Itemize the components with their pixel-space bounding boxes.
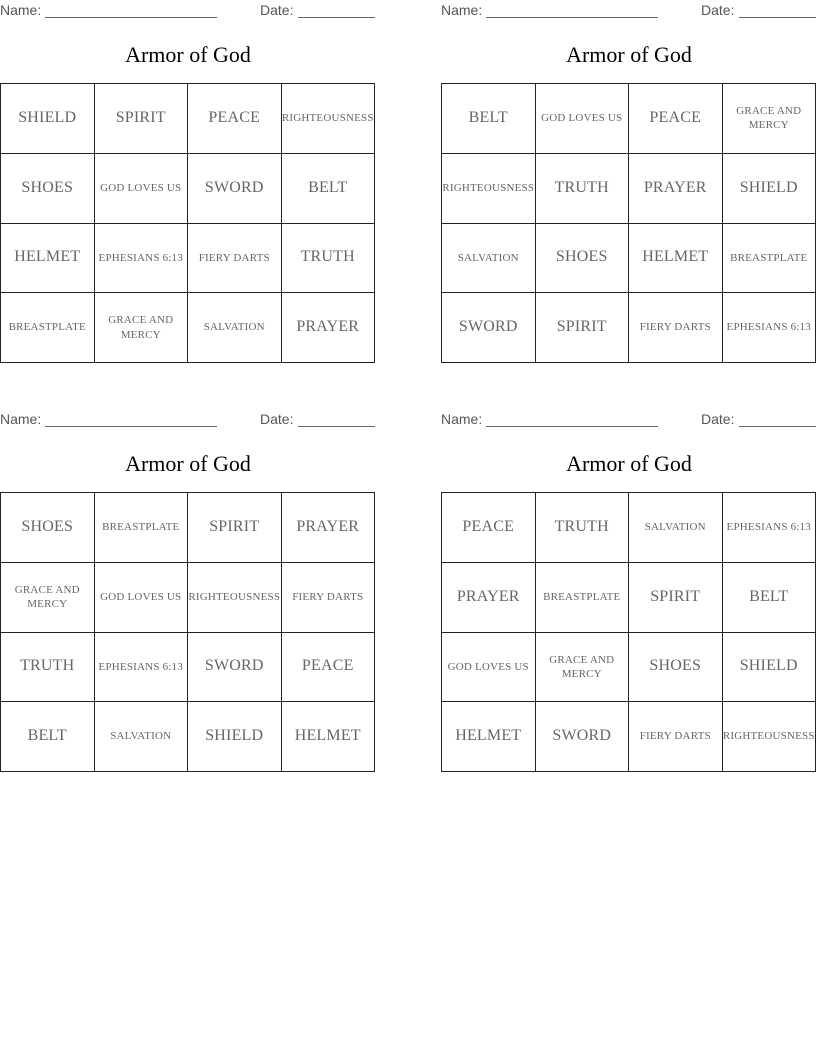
grid-cell: SPIRIT [188, 493, 282, 563]
grid-cell: EPHESIANS 6:13 [95, 224, 189, 294]
grid-cell: BREASTPLATE [1, 293, 95, 363]
grid-cell: GOD LOVES US [536, 84, 630, 154]
name-date-line [0, 411, 376, 431]
grid-cell: EPHESIANS 6:13 [95, 633, 189, 703]
name-label: Name: [441, 2, 483, 18]
grid-cell: PEACE [629, 84, 723, 154]
grid-cell: SHIELD [723, 154, 816, 224]
bingo-card-4 [441, 409, 816, 789]
date-blank [739, 426, 816, 427]
grid-cell: SPIRIT [536, 293, 630, 363]
card-title: Armor of God [125, 42, 251, 67]
grid-cell: RIGHTEOUSNESS [188, 563, 282, 633]
grid-cell: TRUTH [536, 493, 630, 563]
grid-cell: SHOES [629, 633, 723, 703]
grid-cell: GOD LOVES US [95, 154, 189, 224]
name-blank [486, 426, 658, 427]
card-title: Armor of God [125, 451, 251, 476]
date-label: Date: [260, 411, 294, 427]
name-label: Name: [0, 411, 42, 427]
card-title: Armor of God [566, 42, 692, 67]
name-date-line [441, 2, 816, 22]
name-blank [486, 17, 658, 18]
grid-cell: GOD LOVES US [95, 563, 189, 633]
grid-cell: SALVATION [95, 702, 189, 772]
grid-cell: SALVATION [629, 493, 723, 563]
name-blank [45, 426, 217, 427]
grid-cell: PRAYER [629, 154, 723, 224]
bingo-card-2 [441, 0, 816, 380]
grid-cell: PRAYER [442, 563, 536, 633]
grid-cell: FIERY DARTS [188, 224, 282, 294]
grid-cell: SWORD [536, 702, 630, 772]
grid-cell: HELMET [629, 224, 723, 294]
grid-cell: BELT [442, 84, 536, 154]
date-label: Date: [701, 411, 735, 427]
grid-cell: SALVATION [442, 224, 536, 294]
grid-cell: SHIELD [188, 702, 282, 772]
grid-cell: EPHESIANS 6:13 [723, 293, 816, 363]
grid-cell: PEACE [188, 84, 282, 154]
grid-cell: SHOES [536, 224, 630, 294]
name-label: Name: [441, 411, 483, 427]
grid-cell: BREASTPLATE [536, 563, 630, 633]
grid-cell: BREASTPLATE [95, 493, 189, 563]
grid-cell: BELT [1, 702, 95, 772]
grid-cell: RIGHTEOUSNESS [723, 702, 816, 772]
date-blank [739, 17, 816, 18]
grid-cell: FIERY DARTS [629, 293, 723, 363]
grid-cell: RIGHTEOUSNESS [282, 84, 376, 154]
grid-cell: PEACE [282, 633, 376, 703]
grid-cell: HELMET [1, 224, 95, 294]
name-date-line [0, 2, 376, 22]
grid-cell: PEACE [442, 493, 536, 563]
grid-cell: SHOES [1, 493, 95, 563]
grid-cell: FIERY DARTS [282, 563, 376, 633]
date-blank [298, 426, 375, 427]
grid-cell: SHIELD [723, 633, 816, 703]
grid-cell: GRACE AND MERCY [1, 563, 95, 633]
card-title: Armor of God [566, 451, 692, 476]
bingo-card-1 [0, 0, 376, 380]
bingo-grid [441, 492, 816, 772]
grid-cell: PRAYER [282, 493, 376, 563]
grid-cell: SPIRIT [95, 84, 189, 154]
grid-cell: BREASTPLATE [723, 224, 816, 294]
grid-cell: PRAYER [282, 293, 376, 363]
grid-cell: FIERY DARTS [629, 702, 723, 772]
date-label: Date: [701, 2, 735, 18]
grid-cell: EPHESIANS 6:13 [723, 493, 816, 563]
name-date-line [441, 411, 816, 431]
grid-cell: SPIRIT [629, 563, 723, 633]
grid-cell: HELMET [442, 702, 536, 772]
name-label: Name: [0, 2, 42, 18]
grid-cell: SWORD [442, 293, 536, 363]
grid-cell: TRUTH [1, 633, 95, 703]
grid-cell: GOD LOVES US [442, 633, 536, 703]
grid-cell: SHIELD [1, 84, 95, 154]
date-blank [298, 17, 375, 18]
grid-cell: SWORD [188, 633, 282, 703]
grid-cell: HELMET [282, 702, 376, 772]
grid-cell: TRUTH [282, 224, 376, 294]
grid-cell: RIGHTEOUSNESS [442, 154, 536, 224]
grid-cell: BELT [723, 563, 816, 633]
grid-cell: SALVATION [188, 293, 282, 363]
bingo-card-3 [0, 409, 376, 789]
date-label: Date: [260, 2, 294, 18]
grid-cell: GRACE AND MERCY [95, 293, 189, 363]
bingo-grid [441, 83, 816, 363]
grid-cell: GRACE AND MERCY [723, 84, 816, 154]
grid-cell: SWORD [188, 154, 282, 224]
grid-cell: BELT [282, 154, 376, 224]
bingo-grid [0, 492, 375, 772]
name-blank [45, 17, 217, 18]
bingo-grid [0, 83, 375, 363]
grid-cell: TRUTH [536, 154, 630, 224]
grid-cell: SHOES [1, 154, 95, 224]
grid-cell: GRACE AND MERCY [536, 633, 630, 703]
